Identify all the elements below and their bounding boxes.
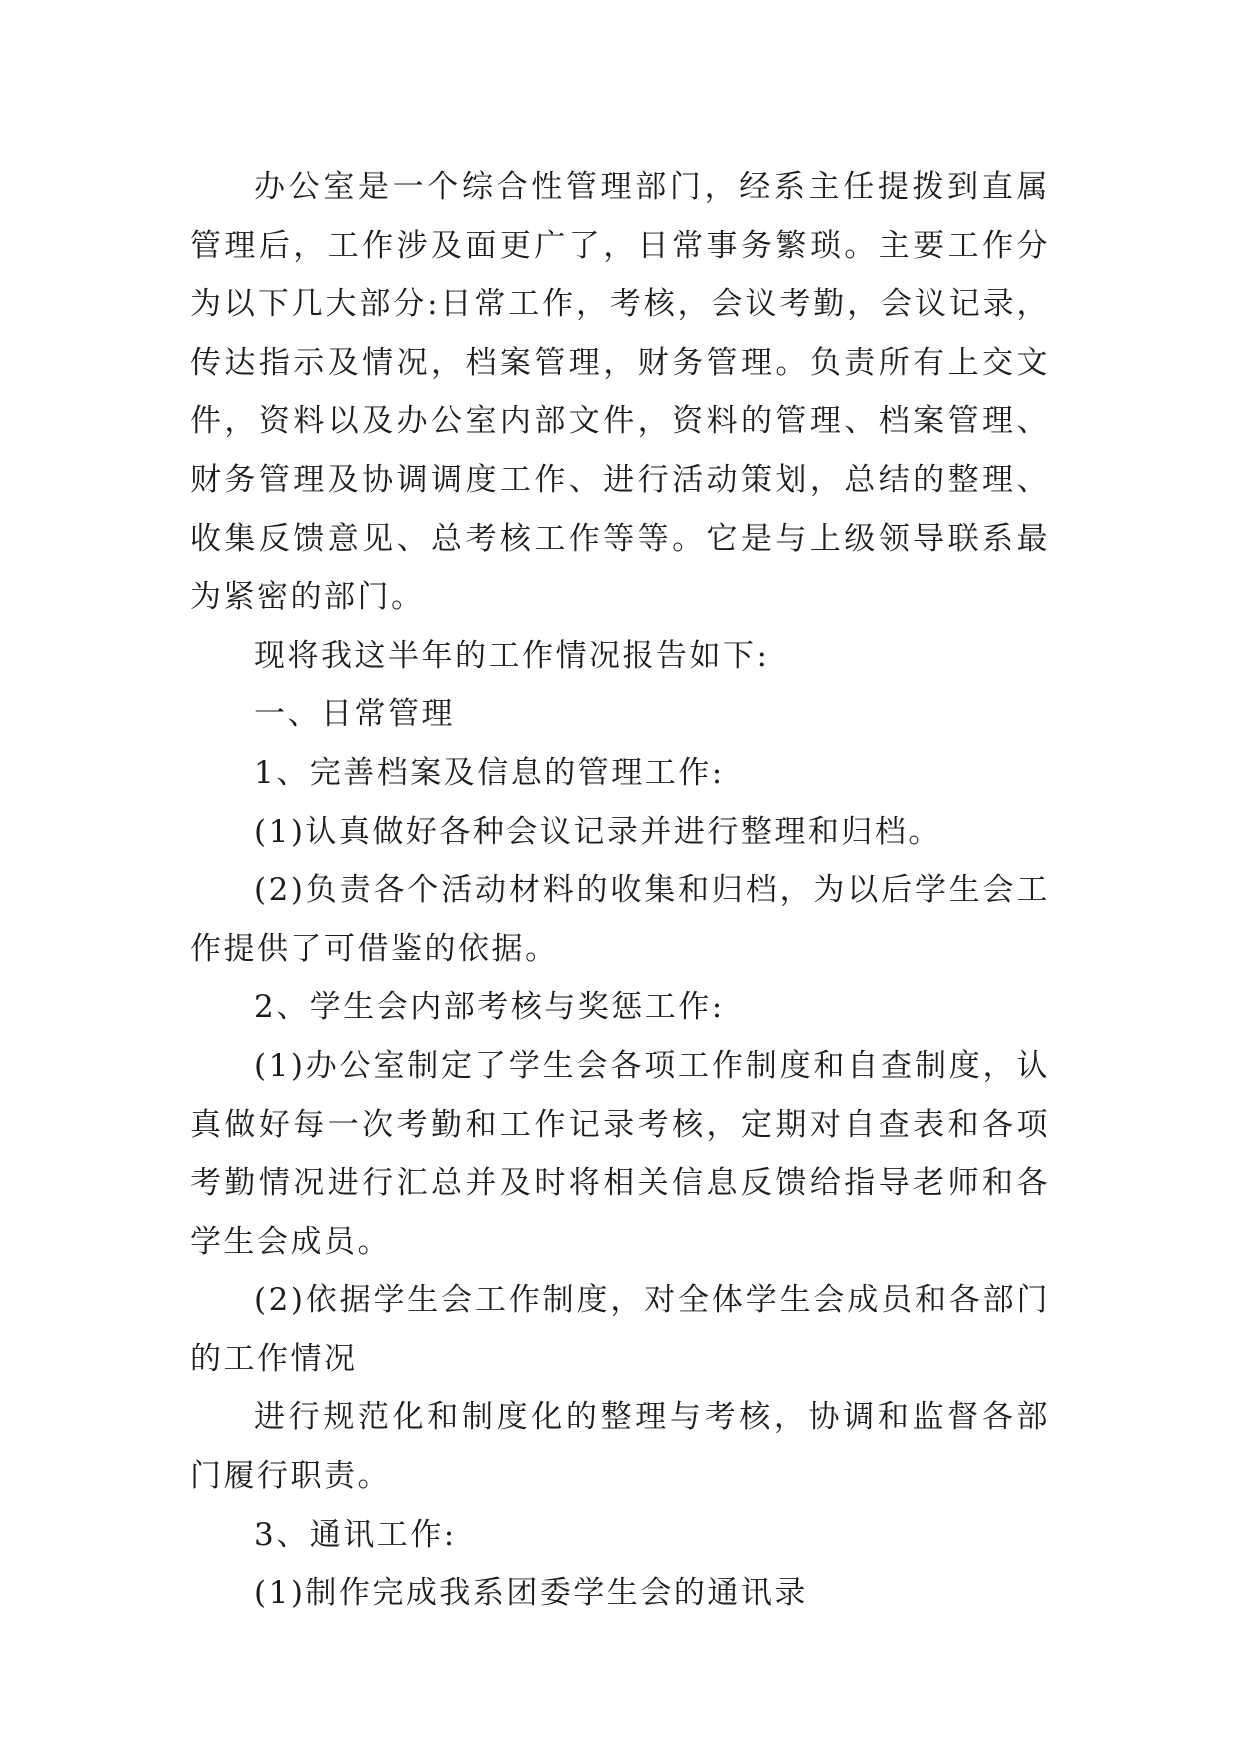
heading-daily-management: 一、日常管理	[254, 696, 455, 733]
heading-communication-work: 3、通讯工作:	[254, 1516, 457, 1553]
item-assessment-rules: (2)依据学生会工作制度，对全体学生会成员和各部门的工作情况	[190, 1282, 1050, 1377]
document-page	[190, 158, 1050, 1623]
item-contact-list: (1)制作完成我系团委学生会的通讯录	[254, 1575, 808, 1612]
paragraph-report-intro: 现将我这半年的工作情况报告如下:	[254, 637, 770, 674]
paragraph-assessment-continued: 进行规范化和制度化的整理与考核，协调和监督各部门履行职责。	[190, 1399, 1050, 1495]
paragraph-office-intro: 办公室是一个综合性管理部门，经系主任提拨到直属管理后，工作涉及面更广了，日常事务繁琐。主要工作分为以下几大部分:日常工作，考核，会议考勤，会议记录，传达指示及情况，档案管理，财务管理。负责所有上交文件，资料以及办公室内部文件，资料的管理、档案管理、财务管理及协调调度工作、进行活动策划，总结的整理、收集反馈意见、总考核工作等等。它是与上级领导联系最为紧密的部门。	[190, 169, 1050, 616]
heading-archive-management: 1、完善档案及信息的管理工作:	[254, 754, 725, 791]
item-activity-materials: (2)负责各个活动材料的收集和归档，为以后学生会工作提供了可借鉴的依据。	[190, 872, 1050, 967]
item-meeting-records: (1)认真做好各种会议记录并进行整理和归档。	[254, 813, 942, 850]
item-work-system: (1)办公室制定了学生会各项工作制度和自查制度，认真做好每一次考勤和工作记录考核，定期对自查表和各项考勤情况进行汇总并及时将相关信息反馈给指导老师和各学生会成员。	[190, 1047, 1050, 1260]
heading-internal-assessment: 2、学生会内部考核与奖惩工作:	[254, 989, 725, 1026]
